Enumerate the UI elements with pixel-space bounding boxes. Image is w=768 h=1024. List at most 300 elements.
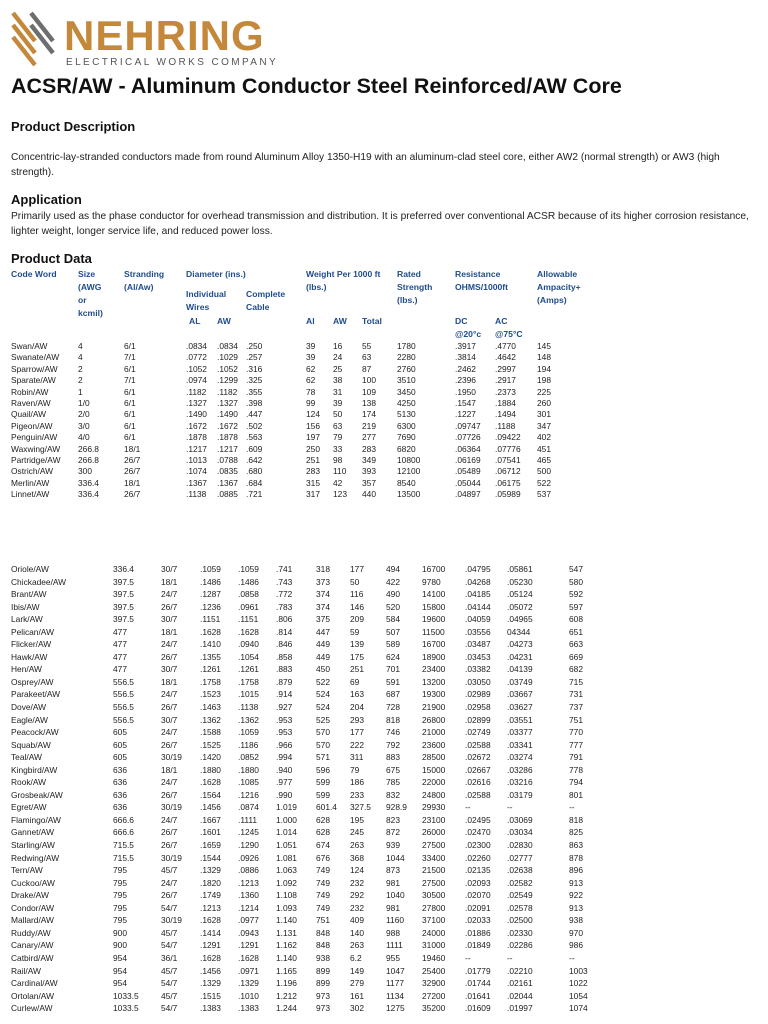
cell-wt-aw: 279 (350, 978, 364, 989)
cell-size: 397.5 (113, 576, 134, 587)
cell-dia-al: .0974 (186, 375, 207, 386)
cell-res-dc: .01779 (465, 965, 491, 976)
cell-wt-aw: 50 (333, 409, 343, 420)
cell-dia-aw: .1059 (238, 564, 259, 574)
cell-rated-strength: 26000 (422, 827, 446, 838)
cell-dia-cable: .953 (276, 727, 293, 738)
cell-res-ac: .2373 (495, 386, 516, 397)
cell-dia-aw: .1054 (238, 651, 259, 662)
cell-rated-strength: 3510 (397, 375, 416, 386)
cell-wt-total: 100 (362, 375, 376, 386)
cell-dia-aw: .1360 (238, 890, 259, 901)
cell-stranding: 26/7 (124, 489, 141, 500)
cell-stranding: 30/19 (161, 752, 182, 763)
cell-res-ac: .03341 (507, 739, 533, 750)
cell-ampacity: 751 (569, 714, 583, 725)
cell-stranding: 26/7 (161, 789, 178, 800)
cell-stranding: 6/1 (124, 341, 136, 351)
cell-code-word: Grosbeak/AW (11, 789, 63, 800)
cell-rated-strength: 27200 (422, 990, 446, 1001)
cell-res-ac: .05989 (495, 489, 521, 500)
cell-res-dc: .02672 (465, 752, 491, 763)
cell-res-ac: .2997 (495, 363, 516, 374)
cell-dia-al: .1628 (200, 915, 221, 926)
cell-stranding: 30/19 (161, 802, 182, 813)
cell-stranding: 26/7 (161, 827, 178, 838)
cell-wt-aw: 263 (350, 840, 364, 851)
cell-stranding: 45/7 (161, 865, 178, 876)
cell-wt-al: 599 (316, 789, 330, 800)
cell-wt-al: 315 (306, 477, 320, 488)
cell-dia-al: .1523 (200, 689, 221, 700)
cell-dia-al: .1490 (186, 409, 207, 420)
cell-res-ac: .03749 (507, 676, 533, 687)
cell-size: 954 (113, 978, 127, 989)
cell-wt-al: 525 (316, 714, 330, 725)
cell-stranding: 18/1 (161, 676, 178, 687)
cell-res-dc: .02470 (465, 827, 491, 838)
cell-code-word: Ostrich/AW (11, 466, 54, 477)
cell-stranding: 7/1 (124, 375, 136, 386)
cell-size: 4 (78, 341, 83, 351)
cell-rated-strength: 8540 (397, 477, 416, 488)
cell-dia-cable: .447 (246, 409, 263, 420)
cell-dia-cable: .990 (276, 789, 293, 800)
header-weight-total: Total (362, 316, 382, 326)
cell-dia-al: .1525 (200, 739, 221, 750)
cell-res-ac: .03627 (507, 702, 533, 713)
cell-dia-aw: .1758 (238, 676, 259, 687)
cell-size: 795 (113, 865, 127, 876)
cell-wt-total: 928.9 (386, 802, 407, 813)
cell-res-dc: .02749 (465, 727, 491, 738)
cell-wt-total: 591 (386, 676, 400, 687)
cell-res-dc: .09747 (455, 420, 481, 431)
cell-dia-al: .1355 (200, 651, 221, 662)
table-row (11, 444, 761, 455)
cell-ampacity: 547 (569, 564, 583, 574)
cell-res-ac: .07541 (495, 454, 521, 465)
cell-wt-total: 494 (386, 564, 400, 574)
cell-res-dc: .1950 (455, 386, 476, 397)
cell-wt-al: 317 (306, 489, 320, 500)
cell-wt-total: 357 (362, 477, 376, 488)
cell-wt-total: 349 (362, 454, 376, 465)
cell-dia-cable: .858 (276, 651, 293, 662)
cell-wt-total: 624 (386, 651, 400, 662)
cell-code-word: Sparrow/AW (11, 363, 58, 374)
cell-size: 336.4 (113, 564, 134, 574)
table-row (11, 489, 761, 500)
cell-rated-strength: 15800 (422, 601, 446, 612)
cell-wt-al: 375 (316, 614, 330, 625)
cell-stranding: 26/7 (161, 739, 178, 750)
brand-name: NEHRING (64, 12, 265, 59)
cell-rated-strength: 27800 (422, 902, 446, 913)
cell-code-word: Linnet/AW (11, 489, 50, 500)
cell-wt-total: 1275 (386, 1003, 405, 1014)
cell-wt-al: 899 (316, 978, 330, 989)
cell-dia-aw: .0886 (238, 865, 259, 876)
cell-dia-cable: 1.131 (276, 927, 297, 938)
cell-wt-al: 197 (306, 432, 320, 443)
cell-size: 605 (113, 752, 127, 763)
product-data-table-continued (11, 563, 761, 1015)
cell-stranding: 45/7 (161, 965, 178, 976)
cell-dia-al: .1138 (186, 489, 207, 500)
cell-stranding: 18/1 (124, 443, 141, 454)
cell-code-word: Flamingo/AW (11, 814, 61, 825)
table-row (11, 814, 761, 827)
header-size: Size (AWG or kcmil) (78, 269, 103, 318)
cell-code-word: Merlin/AW (11, 477, 50, 488)
cell-rated-strength: 13500 (397, 489, 421, 500)
cell-dia-al: .1749 (200, 890, 221, 901)
cell-stranding: 6/1 (124, 397, 136, 408)
cell-wt-al: 373 (316, 576, 330, 587)
cell-res-ac: .05072 (507, 601, 533, 612)
cell-ampacity: 731 (569, 689, 583, 700)
table-row (11, 739, 761, 752)
cell-stranding: 30/7 (161, 714, 178, 725)
cell-res-ac: .02044 (507, 990, 533, 1001)
cell-code-word: Hawk/AW (11, 651, 48, 662)
cell-dia-cable: .914 (276, 689, 293, 700)
table-row (11, 939, 761, 952)
cell-ampacity: 465 (537, 454, 551, 465)
cell-dia-cable: .883 (276, 664, 293, 675)
cell-res-dc: .02588 (465, 739, 491, 750)
cell-ampacity: 913 (569, 902, 583, 913)
cell-size: 2 (78, 363, 83, 374)
cell-rated-strength: 10800 (397, 454, 421, 465)
cell-res-ac: .04965 (507, 614, 533, 625)
cell-wt-al: 99 (306, 397, 316, 408)
product-description-heading: Product Description (11, 119, 136, 134)
cell-res-ac: 04344 (507, 626, 531, 637)
cell-wt-aw: 263 (350, 940, 364, 951)
cell-code-word: Cuckoo/AW (11, 877, 55, 888)
cell-wt-aw: 6.2 (350, 952, 362, 963)
cell-dia-al: .1820 (200, 877, 221, 888)
cell-rated-strength: 22000 (422, 777, 446, 788)
product-description-text: Concentric-lay-stranded conductors made from round Aluminum Alloy 1350-H19 with an aluminum-clad steel core, either AW2 (normal strength) or AW3 (high strength). (11, 152, 720, 178)
cell-stranding: 26/7 (124, 466, 141, 477)
cell-res-dc: .01744 (465, 978, 491, 989)
cell-wt-al: 676 (316, 852, 330, 863)
cell-res-ac: .03069 (507, 814, 533, 825)
cell-rated-strength: 30500 (422, 890, 446, 901)
application-text: Primarily used as the phase conductor for overhead transmission and distribution. It is preferred over conventional ACSR because of its higher corrosion resistance, lighter weight, longer service life, and reduced power loss. (11, 211, 749, 237)
cell-dia-al: .1217 (186, 443, 207, 454)
cell-res-dc: .02135 (465, 865, 491, 876)
cell-wt-aw: 232 (350, 877, 364, 888)
cell-code-word: Drake/AW (11, 890, 49, 901)
cell-wt-total: 55 (362, 341, 372, 351)
cell-ampacity: 986 (569, 940, 583, 951)
cell-res-ac: .03216 (507, 777, 533, 788)
cell-wt-total: 872 (386, 827, 400, 838)
cell-dia-aw: .1010 (238, 990, 259, 1001)
table-row (11, 952, 761, 965)
cell-res-ac: .02549 (507, 890, 533, 901)
cell-dia-cable: 1.014 (276, 827, 297, 838)
cell-stranding: 18/1 (161, 764, 178, 775)
table-row (11, 801, 761, 814)
header-rated-strength: Rated Strength (lbs.) (397, 269, 433, 305)
cell-dia-al: .1362 (200, 714, 221, 725)
cell-dia-al: .1659 (200, 840, 221, 851)
cell-rated-strength: 23600 (422, 739, 446, 750)
header-resistance: Resistance OHMS/1000ft (455, 269, 509, 292)
cell-ampacity: 537 (537, 489, 551, 500)
cell-res-dc: .03487 (465, 639, 491, 650)
cell-dia-cable: .721 (246, 489, 263, 500)
cell-wt-total: 1040 (386, 890, 405, 901)
cell-wt-total: 832 (386, 789, 400, 800)
cell-res-dc: .02093 (465, 877, 491, 888)
cell-res-dc: .02495 (465, 814, 491, 825)
cell-ampacity: 922 (569, 890, 583, 901)
cell-wt-aw: 140 (350, 927, 364, 938)
cell-size: 715.5 (113, 840, 134, 851)
cell-size: 477 (113, 664, 127, 675)
table-row (11, 638, 761, 651)
cell-rated-strength: 23100 (422, 814, 446, 825)
table-row (11, 1002, 761, 1015)
cell-dia-al: .1013 (186, 454, 207, 465)
cell-wt-aw: 25 (333, 363, 343, 374)
cell-ampacity: 347 (537, 420, 551, 431)
cell-rated-strength: 13200 (422, 676, 446, 687)
cell-rated-strength: 35200 (422, 1003, 446, 1014)
cell-wt-total: 63 (362, 352, 372, 363)
table-row (11, 352, 761, 363)
cell-wt-total: 440 (362, 489, 376, 500)
cell-ampacity: 669 (569, 651, 583, 662)
cell-wt-total: 883 (386, 752, 400, 763)
cell-size: 666.6 (113, 814, 134, 825)
cell-res-ac: .02638 (507, 865, 533, 876)
cell-ampacity: 651 (569, 626, 583, 637)
cell-rated-strength: 24000 (422, 927, 446, 938)
cell-stranding: 24/7 (161, 777, 178, 788)
cell-wt-al: 447 (316, 626, 330, 637)
cell-res-ac: .02830 (507, 840, 533, 851)
cell-wt-al: 596 (316, 764, 330, 775)
cell-dia-cable: 1.196 (276, 978, 297, 989)
cell-dia-cable: .846 (276, 639, 293, 650)
cell-size: 636 (113, 764, 127, 775)
cell-wt-aw: 146 (350, 601, 364, 612)
cell-dia-al: .1588 (200, 727, 221, 738)
cell-ampacity: 791 (569, 752, 583, 763)
cell-dia-al: .1151 (200, 614, 221, 625)
cell-size: 1033.5 (113, 990, 139, 1001)
cell-wt-al: 374 (316, 601, 330, 612)
cell-res-dc: .02588 (465, 789, 491, 800)
cell-wt-al: 39 (306, 352, 316, 363)
cell-wt-total: 701 (386, 664, 400, 675)
cell-wt-al: 749 (316, 890, 330, 901)
cell-wt-total: 87 (362, 363, 372, 374)
cell-wt-aw: 79 (333, 432, 343, 443)
table-row (11, 864, 761, 877)
table-row (11, 965, 761, 978)
cell-res-ac: .02582 (507, 877, 533, 888)
cell-ampacity: 608 (569, 614, 583, 625)
header-diameter: Diameter (ins.) (186, 269, 246, 279)
cell-res-ac: .03034 (507, 827, 533, 838)
cell-res-dc: .04897 (455, 489, 481, 500)
cell-dia-cable: 1.108 (276, 890, 297, 901)
cell-size: 636 (113, 802, 127, 813)
cell-dia-aw: .1880 (238, 764, 259, 775)
cell-rated-strength: 15000 (422, 764, 446, 775)
cell-stranding: 26/7 (161, 601, 178, 612)
cell-dia-cable: 1.165 (276, 965, 297, 976)
cell-wt-al: 374 (316, 589, 330, 600)
cell-wt-al: 601.4 (316, 802, 337, 813)
product-data-heading: Product Data (11, 251, 92, 266)
cell-dia-aw: .1217 (217, 443, 238, 454)
table-row (11, 914, 761, 927)
cell-dia-al: .1515 (200, 990, 221, 1001)
cell-ampacity: 522 (537, 477, 551, 488)
cell-wt-aw: 209 (350, 614, 364, 625)
cell-res-ac: .09422 (495, 432, 521, 443)
table-row (11, 651, 761, 664)
cell-wt-total: 277 (362, 432, 376, 443)
cell-res-dc: .02300 (465, 840, 491, 851)
cell-ampacity: 818 (569, 814, 583, 825)
cell-code-word: Waxwing/AW (11, 443, 61, 454)
cell-res-dc: .02958 (465, 702, 491, 713)
cell-wt-al: 39 (306, 341, 316, 351)
cell-code-word: Tern/AW (11, 865, 43, 876)
cell-code-word: Gannet/AW (11, 827, 54, 838)
cell-dia-al: .1456 (200, 802, 221, 813)
cell-ampacity: 592 (569, 589, 583, 600)
header-stranding: Stranding (Al/Aw) (124, 269, 165, 292)
cell-wt-total: 507 (386, 626, 400, 637)
cell-code-word: Ibis/AW (11, 601, 40, 612)
cell-rated-strength: 19600 (422, 614, 446, 625)
cell-code-word: Eagle/AW (11, 714, 48, 725)
cell-size: 954 (113, 952, 127, 963)
cell-dia-aw: .0834 (217, 341, 238, 351)
cell-stranding: 54/7 (161, 940, 178, 951)
table-row (11, 839, 761, 852)
cell-wt-aw: 232 (350, 902, 364, 913)
cell-dia-aw: .1327 (217, 397, 238, 408)
cell-code-word: Quail/AW (11, 409, 47, 420)
cell-ampacity: 801 (569, 789, 583, 800)
cell-dia-cable: .772 (276, 589, 293, 600)
cell-dia-aw: .1085 (238, 777, 259, 788)
cell-ampacity: 878 (569, 852, 583, 863)
cell-wt-aw: 63 (333, 420, 343, 431)
cell-rated-strength: 9780 (422, 576, 441, 587)
cell-res-dc: .03556 (465, 626, 491, 637)
cell-wt-total: 138 (362, 397, 376, 408)
cell-rated-strength: 6300 (397, 420, 416, 431)
table-row (11, 902, 761, 915)
cell-dia-cable: 1.212 (276, 990, 297, 1001)
cell-wt-al: 449 (316, 639, 330, 650)
cell-stranding: 36/1 (161, 952, 178, 963)
cell-ampacity: 938 (569, 915, 583, 926)
table-row (11, 432, 761, 443)
cell-dia-aw: .1261 (238, 664, 259, 675)
cell-dia-aw: .1486 (238, 576, 259, 587)
cell-dia-al: .1383 (200, 1003, 221, 1014)
cell-stranding: 7/1 (124, 352, 136, 363)
cell-res-dc: .04185 (465, 589, 491, 600)
cell-wt-aw: 368 (350, 852, 364, 863)
cell-dia-al: .1182 (186, 386, 207, 397)
cell-code-word: Kingbird/AW (11, 764, 58, 775)
cell-ampacity: 1022 (569, 978, 588, 989)
cell-dia-cable: 1.019 (276, 802, 297, 813)
cell-ampacity: 896 (569, 865, 583, 876)
cell-dia-al: .1601 (200, 827, 221, 838)
header-ampacity: Allowable Ampacity+ (Amps) (537, 269, 581, 305)
cell-wt-total: 988 (386, 927, 400, 938)
cell-stranding: 6/1 (124, 386, 136, 397)
cell-dia-al: .1059 (200, 564, 221, 574)
cell-res-ac: .03377 (507, 727, 533, 738)
cell-rated-strength: 29930 (422, 802, 446, 813)
cell-dia-al: .1463 (200, 702, 221, 713)
cell-wt-total: 785 (386, 777, 400, 788)
cell-dia-aw: .1138 (238, 702, 259, 713)
cell-code-word: Oriole/AW (11, 564, 49, 574)
cell-rated-strength: 28500 (422, 752, 446, 763)
cell-wt-total: 589 (386, 639, 400, 650)
cell-res-dc: -- (465, 802, 471, 813)
cell-dia-cable: 1.000 (276, 814, 297, 825)
cell-code-word: Flicker/AW (11, 639, 52, 650)
cell-wt-aw: 222 (350, 739, 364, 750)
cell-stranding: 30/19 (161, 852, 182, 863)
cell-code-word: Osprey/AW (11, 676, 54, 687)
cell-dia-al: .1410 (200, 639, 221, 650)
nehring-logo-mark-icon (9, 11, 57, 67)
table-row (11, 588, 761, 601)
cell-wt-aw: 251 (350, 664, 364, 675)
cell-dia-aw: .1290 (238, 840, 259, 851)
cell-size: 266.8 (78, 443, 99, 454)
cell-wt-aw: 59 (350, 626, 360, 637)
cell-wt-aw: 39 (333, 397, 343, 408)
cell-res-ac: .02286 (507, 940, 533, 951)
header-al: AL (189, 316, 201, 326)
cell-dia-cable: .684 (246, 477, 263, 488)
cell-wt-total: 818 (386, 714, 400, 725)
cell-code-word: Sparate/AW (11, 375, 56, 386)
cell-wt-total: 675 (386, 764, 400, 775)
cell-dia-al: .1672 (186, 420, 207, 431)
cell-dia-aw: .0874 (238, 802, 259, 813)
cell-wt-aw: 233 (350, 789, 364, 800)
header-dc: DC @20°c (455, 316, 482, 339)
table-row (11, 455, 761, 466)
cell-wt-aw: 33 (333, 443, 343, 454)
cell-wt-total: 1160 (386, 915, 405, 926)
cell-code-word: Raven/AW (11, 397, 51, 408)
cell-rated-strength: 1780 (397, 341, 416, 351)
